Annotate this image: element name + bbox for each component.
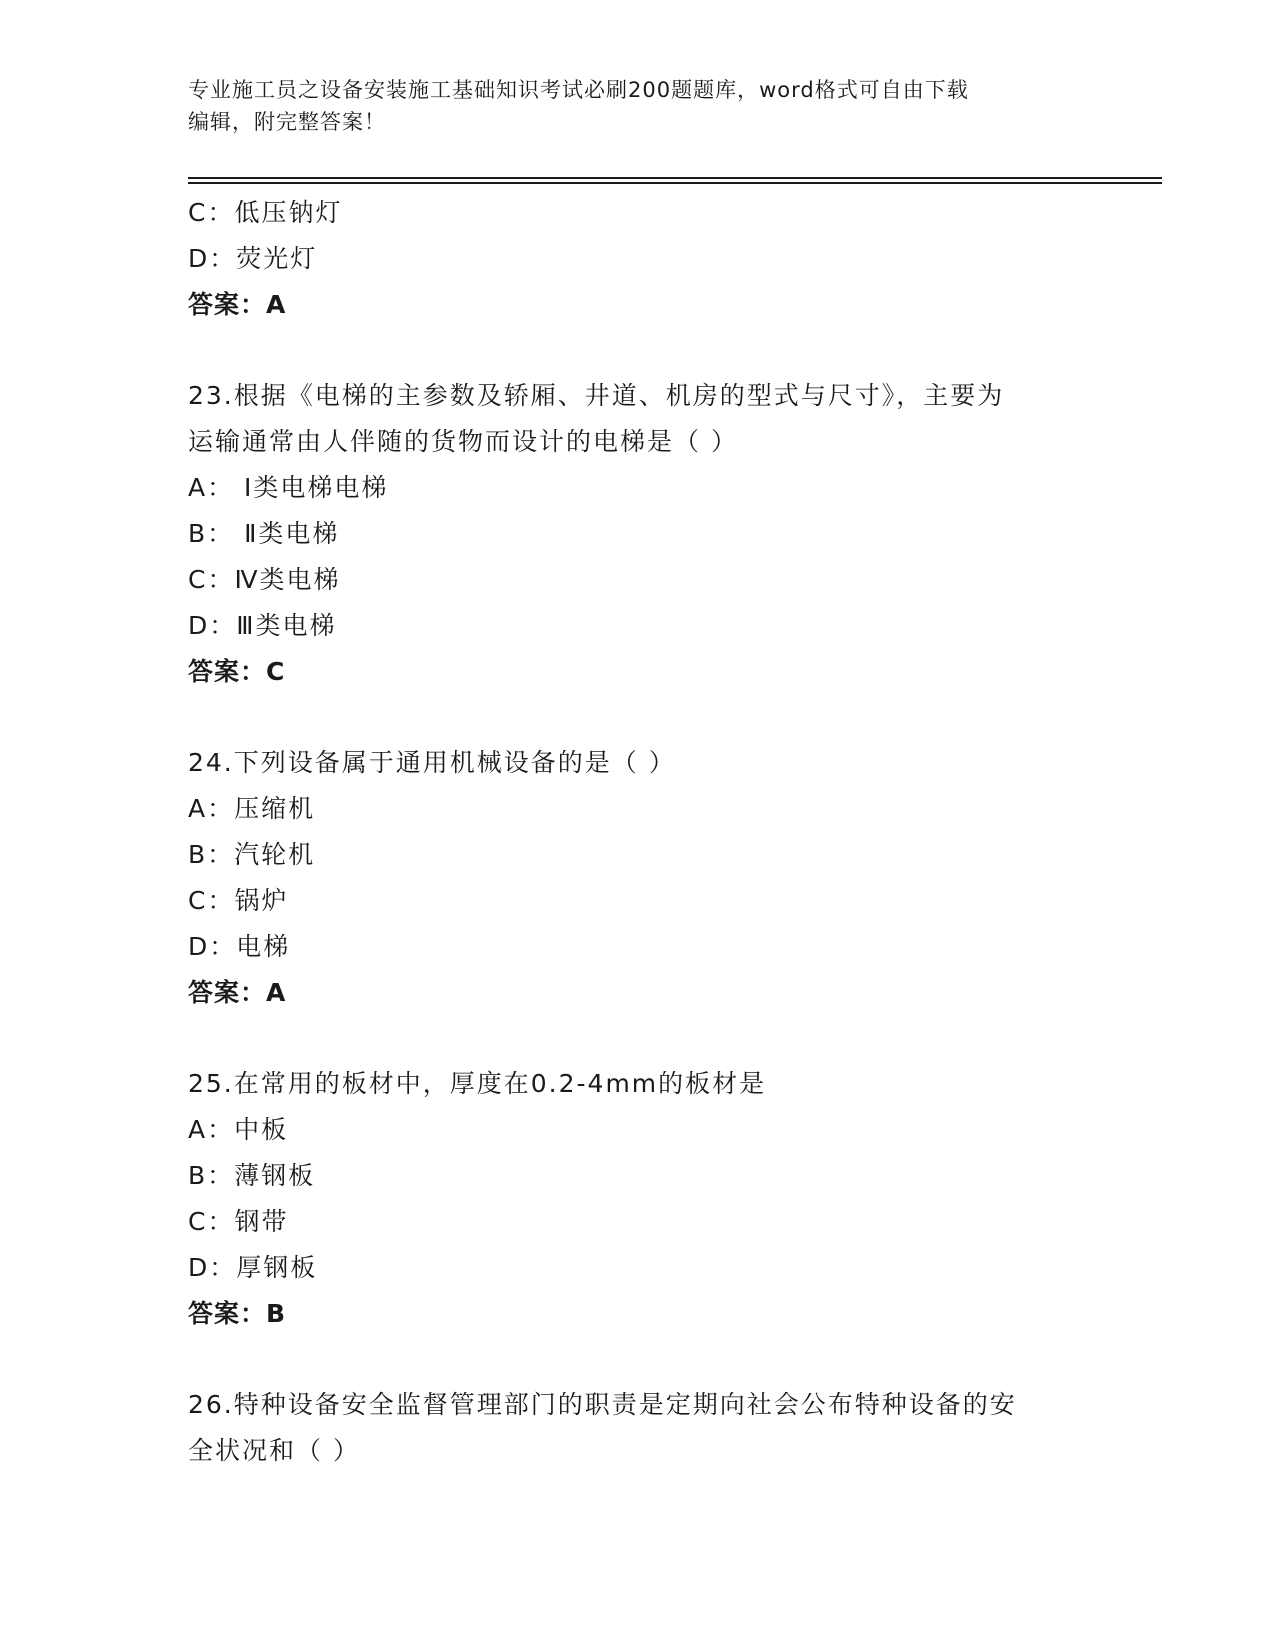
option-c: C：低压钠灯 <box>188 198 343 227</box>
header-title-line-1: 专业施工员之设备安装施工基础知识考试必刷200题题库，word格式可自由下载 <box>188 78 969 102</box>
spacer <box>188 695 1088 740</box>
answer: 答案：A <box>188 978 287 1007</box>
option-d: D：Ⅲ类电梯 <box>188 611 337 640</box>
question-text-line-2: 运输通常由人伴随的货物而设计的电梯是（ ） <box>188 427 738 456</box>
option-a: A： Ⅰ类电梯电梯 <box>188 473 389 502</box>
question-text-line-1: 24.下列设备属于通用机械设备的是（ ） <box>188 748 676 777</box>
question-22-tail <box>188 190 1088 328</box>
option-a: A：压缩机 <box>188 794 316 823</box>
document-header <box>188 74 1068 138</box>
header-divider-bottom <box>188 182 1162 184</box>
question-23 <box>188 373 1088 695</box>
option-c: C：Ⅳ类电梯 <box>188 565 341 594</box>
answer: 答案：C <box>188 657 286 686</box>
option-c: C：钢带 <box>188 1207 289 1236</box>
spacer <box>188 328 1088 373</box>
header-title-line-2: 编辑，附完整答案！ <box>188 110 386 134</box>
question-text-line-1: 23.根据《电梯的主参数及轿厢、井道、机房的型式与尺寸》，主要为 <box>188 381 1005 410</box>
question-list <box>188 190 1088 1474</box>
question-text-line-1: 26.特种设备安全监督管理部门的职责是定期向社会公布特种设备的安 <box>188 1390 1017 1419</box>
question-text-line-2: 全状况和（ ） <box>188 1436 360 1465</box>
option-d: D：电梯 <box>188 932 291 961</box>
answer: 答案：A <box>188 290 287 319</box>
option-d: D：厚钢板 <box>188 1253 318 1282</box>
answer: 答案：B <box>188 1299 287 1328</box>
question-text-line-1: 25.在常用的板材中，厚度在0.2-4mm的板材是 <box>188 1069 767 1098</box>
option-d: D：荧光灯 <box>188 244 318 273</box>
spacer <box>188 1337 1088 1382</box>
question-25 <box>188 1061 1088 1337</box>
question-24 <box>188 740 1088 1016</box>
option-b: B： Ⅱ类电梯 <box>188 519 340 548</box>
option-b: B：薄钢板 <box>188 1161 316 1190</box>
option-b: B：汽轮机 <box>188 840 316 869</box>
header-divider-top <box>188 177 1162 179</box>
option-a: A：中板 <box>188 1115 289 1144</box>
question-26 <box>188 1382 1088 1474</box>
spacer <box>188 1016 1088 1061</box>
option-c: C：锅炉 <box>188 886 289 915</box>
